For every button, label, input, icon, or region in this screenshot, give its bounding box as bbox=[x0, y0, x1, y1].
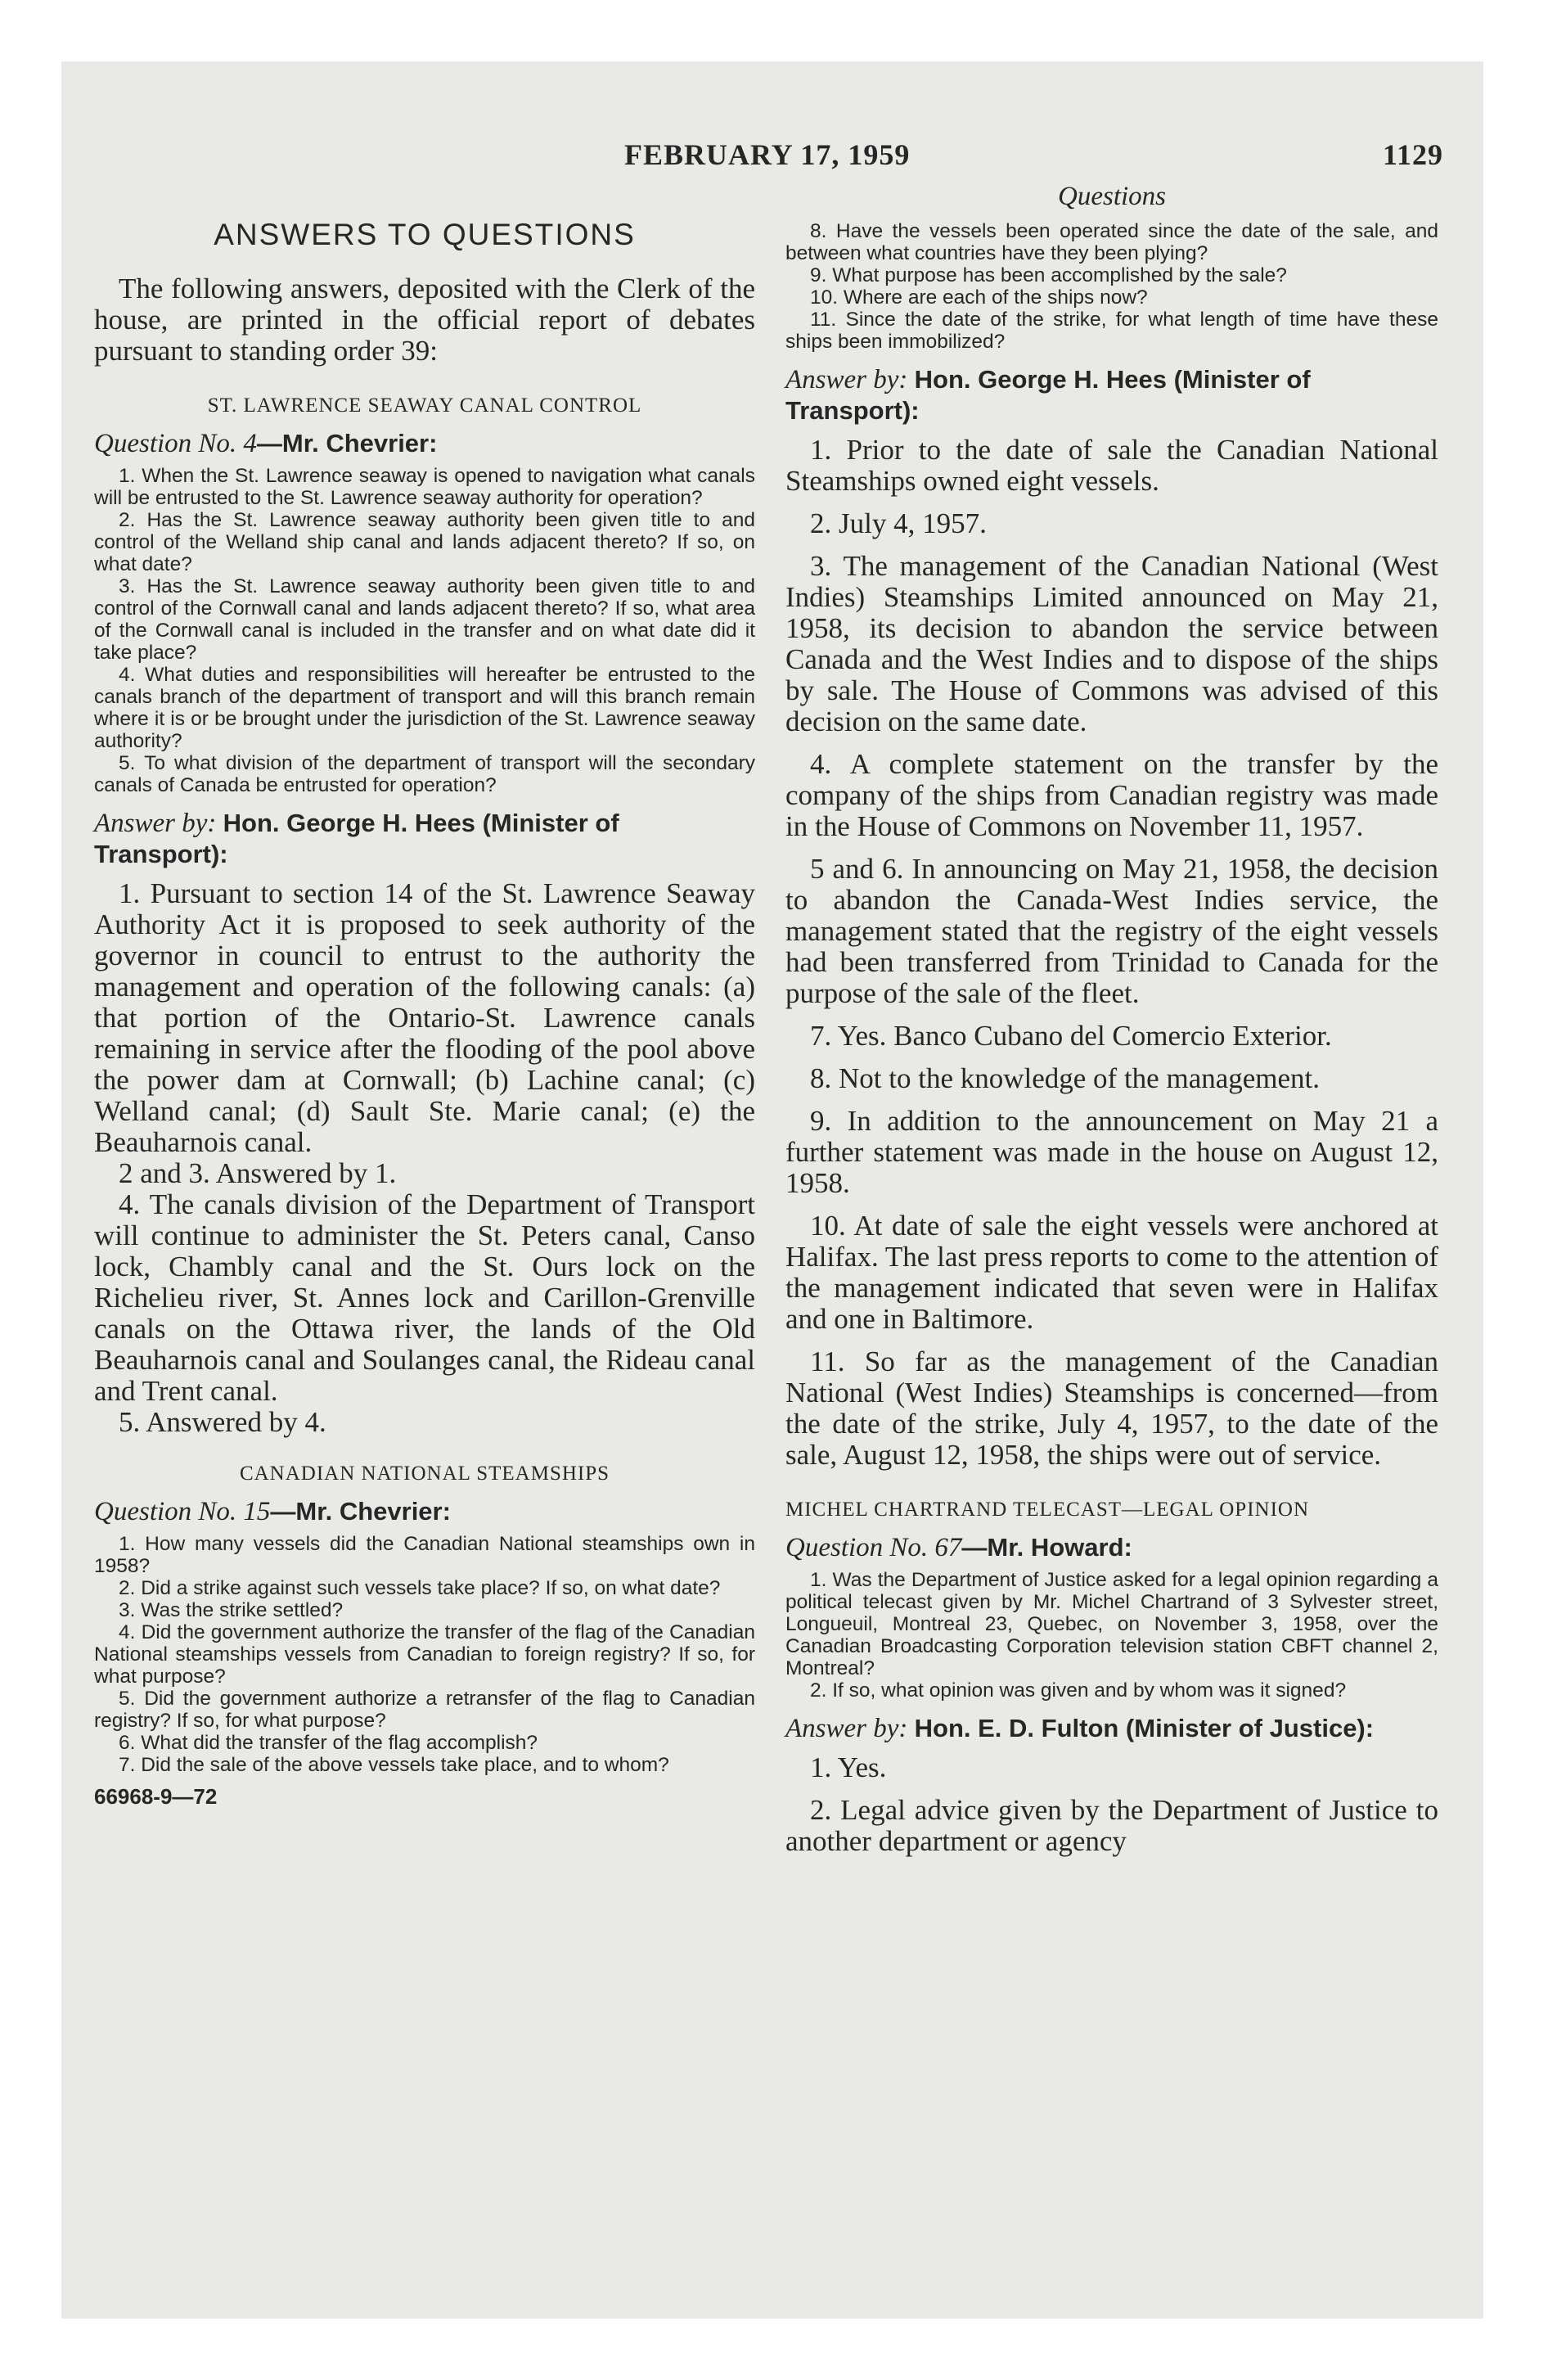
answer-item: 5 and 6. In announcing on May 21, 1958, the decision to abandon the Canada-West Indies service, the management stated that the registry of the eight vessels had been transferred from Trinidad to Canada for the purpose of the sale of the fleet. bbox=[785, 853, 1438, 1009]
section-heading-steamships: CANADIAN NATIONAL STEAMSHIPS bbox=[239, 1463, 610, 1485]
answer-item: 7. Yes. Banco Cubano del Comercio Exterior. bbox=[810, 1020, 1332, 1052]
answer-heading-1 bbox=[94, 808, 755, 870]
answer-item: 5. Answered by 4. bbox=[119, 1406, 326, 1438]
answer-item: 1. Prior to the date of sale the Canadian National Steamships owned eight vessels. bbox=[785, 434, 1438, 497]
answer-item: 3. The management of the Canadian National (West Indies) Steamships Limited announced on May 21, 1958, its decision to abandon the service between Canada and the West Indies and to dispose of the ships by sale. The House of Commons was advised of this decision on the same date. bbox=[785, 550, 1438, 737]
answer-item: 4. A complete statement on the transfer by the company of the ships from Canadian registry was made in the House of Commons on November 11, 1957. bbox=[785, 748, 1438, 842]
question-number: Question No. 15 bbox=[94, 1497, 271, 1526]
question-item: 10. Where are each of the ships now? bbox=[810, 286, 1148, 309]
question-item: 5. Did the government authorize a retransfer of the flag to Canadian registry? If so, for what purpose? bbox=[94, 1688, 755, 1732]
page-title: ANSWERS TO QUESTIONS bbox=[214, 218, 636, 251]
answer-label: Answer by: bbox=[94, 809, 217, 838]
question-heading-4 bbox=[94, 427, 755, 460]
question-item: 4. Did the government authorize the transfer of the flag of the Canadian National steamships vessels from Canadian to foreign registry? If so, for what purpose? bbox=[94, 1621, 755, 1688]
intro-paragraph: The following answers, deposited with the Clerk of the house, are printed in the official report of debates pursuant to standing order 39: bbox=[94, 273, 755, 367]
section-heading-seaway: ST. LAWRENCE SEAWAY CANAL CONTROL bbox=[207, 394, 642, 417]
right-column bbox=[785, 182, 1438, 1857]
question-asker: —Mr. Chevrier: bbox=[270, 1497, 451, 1526]
question-item: 3. Has the St. Lawrence seaway authority been given title to and control of the Cornwall canal and lands adjacent thereto? If so, what area of the Cornwall canal is included in the transfer and on what date did it take place? bbox=[94, 575, 755, 664]
question-item: 2. Did a strike against such vessels take place? If so, on what date? bbox=[119, 1577, 721, 1599]
question-item: 2. If so, what opinion was given and by whom was it signed? bbox=[810, 1679, 1347, 1702]
question-item: 1. How many vessels did the Canadian National steamships own in 1958? bbox=[94, 1533, 755, 1577]
question-asker: —Mr. Howard: bbox=[961, 1533, 1132, 1562]
section-heading-telecast: MICHEL CHARTRAND TELECAST—LEGAL OPINION bbox=[785, 1499, 1310, 1521]
question-heading-67 bbox=[785, 1531, 1438, 1564]
answer-minister: Hon. E. D. Fulton (Minister of Justice): bbox=[914, 1714, 1375, 1742]
page-number: 1129 bbox=[1383, 138, 1444, 171]
question-item: 3. Was the strike settled? bbox=[119, 1599, 344, 1621]
question-item: 1. Was the Department of Justice asked for a legal opinion regarding a political telecast given by Mr. Michel Chartrand of 3 Sylvester street, Longueuil, Montreal 23, Quebec, on November 3, 1958, over the Canadian Broadcasting Corporation television station CBFT channel 2, Montreal? bbox=[785, 1569, 1438, 1679]
left-column bbox=[94, 213, 755, 1810]
answer-item: 2 and 3. Answered by 1. bbox=[119, 1157, 397, 1189]
answer-item: 1. Yes. bbox=[810, 1751, 887, 1783]
question-item: 7. Did the sale of the above vessels take place, and to whom? bbox=[119, 1754, 669, 1776]
running-subtitle: Questions bbox=[1058, 182, 1166, 211]
question-item: 4. What duties and responsibilities will hereafter be entrusted to the canals branch of the department of transport and will this branch remain where it is or be brought under the jurisdiction of the St. Lawrence seaway authority? bbox=[94, 664, 755, 752]
answer-item: 11. So far as the management of the Canadian National (West Indies) Steamships is concerned—from the date of the strike, July 4, 1957, to the date of the sale, August 12, 1958, the ships were out of service. bbox=[785, 1346, 1438, 1471]
question-item: 11. Since the date of the strike, for what length of time have these ships been immobilized? bbox=[785, 309, 1438, 353]
answer-item: 9. In addition to the announcement on May 21 a further statement was made in the house on August 12, 1958. bbox=[785, 1105, 1438, 1199]
answer-label: Answer by: bbox=[785, 365, 908, 394]
question-asker: —Mr. Chevrier: bbox=[256, 429, 438, 458]
answer-item: 1. Pursuant to section 14 of the St. Lawrence Seaway Authority Act it is proposed to seek authority of the governor in council to entrust to the authority the management and operation of the following canals: (a) that portion of the Ontario-St. Lawrence canals remaining in service after the flooding of the pool above the power dam at Cornwall; (b) Lachine canal; (c) Welland canal; (d) Sault Ste. Marie canal; (e) the Beauharnois canal. bbox=[94, 877, 755, 1158]
answer-heading-3 bbox=[785, 1713, 1438, 1744]
question-item: 2. Has the St. Lawrence seaway authority been given title to and control of the Welland ship canal and lands adjacent thereto? If so, on what date? bbox=[94, 509, 755, 575]
question-item: 1. When the St. Lawrence seaway is opened to navigation what canals will be entrusted to the St. Lawrence seaway authority for operation? bbox=[94, 465, 755, 509]
answer-item: 4. The canals division of the Department of Transport will continue to administer the St. Peters canal, Canso lock, Chambly canal and the St. Ours lock on the Richelieu river, St. Annes lock and Carillon-Grenville canals on the Ottawa river, the lands of the Old Beauharnois canal and Soulanges canal, the Rideau canal and Trent canal. bbox=[94, 1188, 755, 1407]
question-item: 5. To what division of the department of transport will the secondary canals of Canada be entrusted for operation? bbox=[94, 752, 755, 796]
answer-minister: Hon. George H. Hees (Minister of Transport): bbox=[94, 809, 619, 868]
answer-heading-2 bbox=[785, 364, 1438, 426]
answer-label: Answer by: bbox=[785, 1714, 908, 1743]
question-heading-15 bbox=[94, 1495, 755, 1528]
answer-item: 10. At date of sale the eight vessels were anchored at Halifax. The last press reports to come to the attention of the management indicated that seven were in Halifax and one in Baltimore. bbox=[785, 1210, 1438, 1335]
answer-minister: Hon. George H. Hees (Minister of Transport): bbox=[785, 365, 1311, 425]
answer-item: 2. July 4, 1957. bbox=[810, 507, 987, 539]
question-item: 9. What purpose has been accomplished by the sale? bbox=[810, 264, 1287, 286]
answer-item: 2. Legal advice given by the Department of Justice to another department or agency bbox=[785, 1794, 1438, 1857]
footer-code: 66968-9—72 bbox=[94, 1784, 218, 1809]
question-item: 8. Have the vessels been operated since the date of the sale, and between what countries have they been plying? bbox=[785, 220, 1438, 264]
question-item: 6. What did the transfer of the flag accomplish? bbox=[119, 1732, 538, 1754]
question-number: Question No. 67 bbox=[785, 1533, 962, 1562]
answer-item: 8. Not to the knowledge of the management. bbox=[810, 1062, 1321, 1094]
question-number: Question No. 4 bbox=[94, 429, 257, 458]
header-date: FEBRUARY 17, 1959 bbox=[624, 138, 911, 171]
